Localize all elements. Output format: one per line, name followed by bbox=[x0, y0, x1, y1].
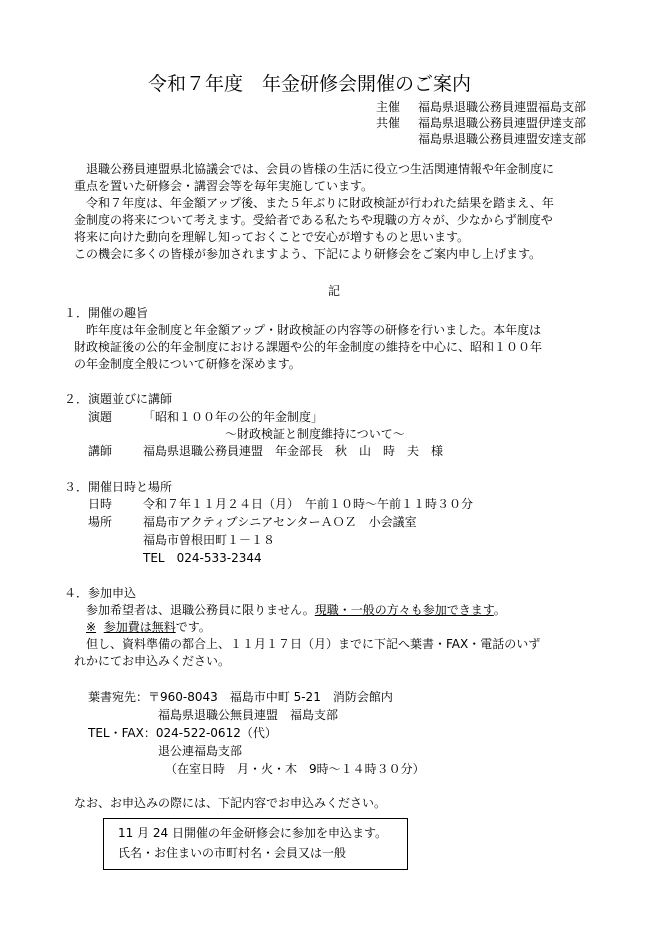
section4-line4: れかにてお申込みください。 bbox=[74, 654, 231, 668]
contact-telfax: TEL・FAX：024-522-0612（代） bbox=[88, 726, 277, 740]
host-name: 福島県退職公務員連盟福島支部 bbox=[418, 100, 587, 114]
lecturer-label: 講師 bbox=[88, 444, 113, 458]
intro-line: 将来に向けた動向を理解し知っておくことで安心が増すものと思います。 bbox=[74, 230, 470, 244]
contact-branch: 退公連福島支部 bbox=[158, 744, 243, 758]
section4-heading: ４．参加申込 bbox=[64, 586, 137, 600]
fee-end: です。 bbox=[175, 620, 211, 634]
date-value: 令和７年１１月２４日（月） 午前１０時～午前１１時３０分 bbox=[143, 497, 474, 511]
page-title: 令和７年度 年金研修会開催のご案内 bbox=[148, 73, 472, 95]
contact-post: 葉書宛先：〒960-8043 福島市中町 5-21 消防会館内 bbox=[88, 690, 393, 704]
date-label: 日時 bbox=[88, 497, 113, 511]
topic-label: 演題 bbox=[88, 410, 113, 424]
contact-hours: （在室日時 月・火・木 9時～１４時３０分） bbox=[165, 762, 425, 776]
subtopic-value: ～財政検証と制度維持について～ bbox=[225, 427, 405, 441]
section4-line1 bbox=[86, 603, 506, 618]
intro-line: 退職公務員連盟県北協議会では、会員の皆様の生活に役立つ生活関連情報や年金制度に bbox=[86, 162, 555, 176]
section4-line3: 但し、資料準備の都合上、１１月１７日（月）までに下記へ葉書・FAX・電話のいず bbox=[86, 637, 541, 651]
cohost-label: 共催 bbox=[376, 116, 401, 130]
box-line2: 氏名・お住まいの市町村名・会員又は一般 bbox=[118, 846, 347, 860]
contact-org: 福島県退職公無員連盟 福島支部 bbox=[158, 708, 339, 722]
venue-label: 場所 bbox=[88, 515, 113, 529]
section2-heading: ２．演題並びに講師 bbox=[64, 392, 173, 406]
open-to-all-notice: 現職・一般の方々も参加できます bbox=[314, 603, 494, 617]
section1-line: 昨年度は年金制度と年金額アップ・財政検証の内容等の研修を行いました。本年度は bbox=[86, 323, 542, 337]
cohost-name-2: 福島県退職公務員連盟安達支部 bbox=[418, 132, 587, 146]
intro-line: この機会に多くの皆様が参加されますよう、下記により研修会をご案内申し上げます。 bbox=[74, 247, 542, 261]
section1-heading: １．開催の趣旨 bbox=[64, 306, 149, 320]
section3-heading: ３．開催日時と場所 bbox=[64, 480, 173, 494]
host-label: 主催 bbox=[376, 100, 401, 114]
intro-line: 重点を置いた研修会・講習会等を毎年実施しています。 bbox=[74, 179, 374, 193]
intro-line: 令和７年度は、年金額アップ後、また５年ぶりに財政検証が行われた結果を踏まえ、年 bbox=[86, 196, 554, 210]
intro-line: 金制度の将来について考えます。受給者である私たちや現職の方々が、少なからず制度や bbox=[74, 213, 553, 227]
eligibility-text: 参加希望者は、退職公務員に限りません。 bbox=[86, 603, 315, 617]
box-line1: 11 月 24 日開催の年金研修会に参加を申込ます。 bbox=[118, 826, 388, 840]
section1-line: 財政検証後の公的年金制度における課題や公的年金制度の維持を中心に、昭和１００年 bbox=[74, 340, 543, 354]
section4-line2 bbox=[86, 620, 211, 635]
eligibility-end: 。 bbox=[493, 603, 506, 617]
note-mark: ※ bbox=[86, 620, 97, 634]
lecturer-value: 福島県退職公務員連盟 年金部長 秋 山 時 夫 様 bbox=[143, 444, 444, 458]
ki-mark: 記 bbox=[328, 284, 341, 298]
venue-tel: TEL 024-533-2344 bbox=[143, 551, 262, 565]
venue-address: 福島市曽根田町１－１８ bbox=[143, 533, 276, 547]
venue-value: 福島市アクティブシニアセンターＡＯＺ 小会議室 bbox=[143, 515, 417, 529]
topic-value: 「昭和１００年の公的年金制度」 bbox=[143, 410, 324, 424]
application-note: なお、お申込みの際には、下記内容でお申込みください。 bbox=[74, 796, 387, 810]
section1-line: の年金制度全般について研修を深めます。 bbox=[74, 357, 301, 371]
cohost-name-1: 福島県退職公務員連盟伊達支部 bbox=[418, 116, 587, 130]
free-fee-notice: 参加費は無料 bbox=[103, 620, 176, 634]
